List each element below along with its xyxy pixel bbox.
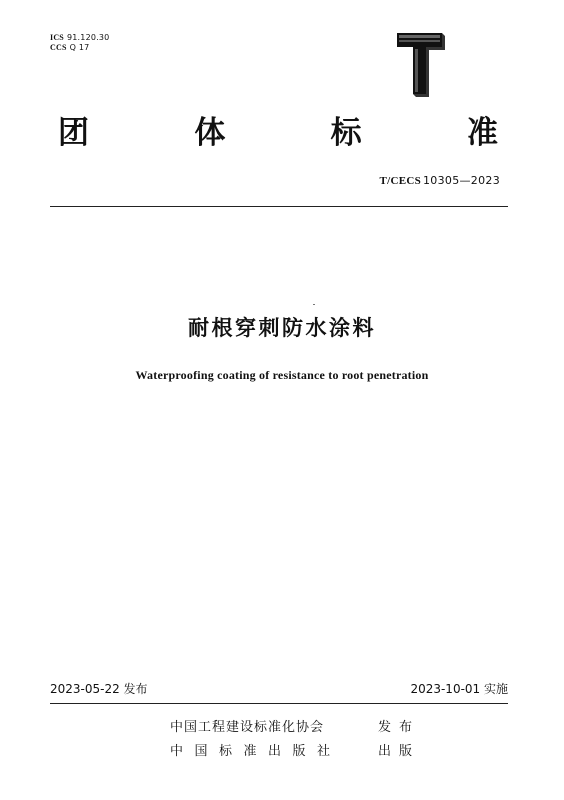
printer-action: 出版 — [377, 744, 420, 759]
printer-name: 中国标准出版社 — [170, 744, 342, 759]
implementation-date: 2023-10-01 实施 — [410, 682, 508, 696]
bottom-divider — [50, 703, 508, 704]
heading-char-2: 体 — [194, 115, 226, 151]
ics-code — [50, 33, 109, 43]
ccs-code — [50, 43, 89, 53]
publisher-name: 中国工程建设标准化协会 — [170, 720, 325, 735]
standard-number — [379, 174, 500, 187]
standard-number-prefix: T/CECS — [379, 175, 421, 187]
publisher-row — [170, 716, 420, 735]
printer-row — [170, 740, 420, 759]
publisher-action: 发布 — [377, 720, 420, 735]
heading-char-3: 标 — [330, 115, 362, 151]
standard-number-value: 10305—2023 — [423, 174, 500, 187]
standard-type-mark — [390, 30, 450, 98]
issue-date: 2023-05-22 发布 — [50, 682, 148, 696]
ccs-value: Q 17 — [69, 43, 90, 52]
document-title-english: Waterproofing coating of resistance to root penetration — [135, 368, 429, 382]
ccs-label: CCS — [50, 43, 67, 52]
heading-char-1: 团 — [58, 115, 89, 151]
ics-value: 91.120.30 — [66, 33, 110, 42]
scan-speck — [313, 304, 315, 305]
document-category-heading — [58, 113, 498, 153]
ics-label: ICS — [50, 33, 64, 42]
heading-char-4: 准 — [466, 115, 498, 151]
top-divider — [50, 206, 508, 207]
document-title-chinese: 耐根穿刺防水涂料 — [188, 316, 376, 340]
